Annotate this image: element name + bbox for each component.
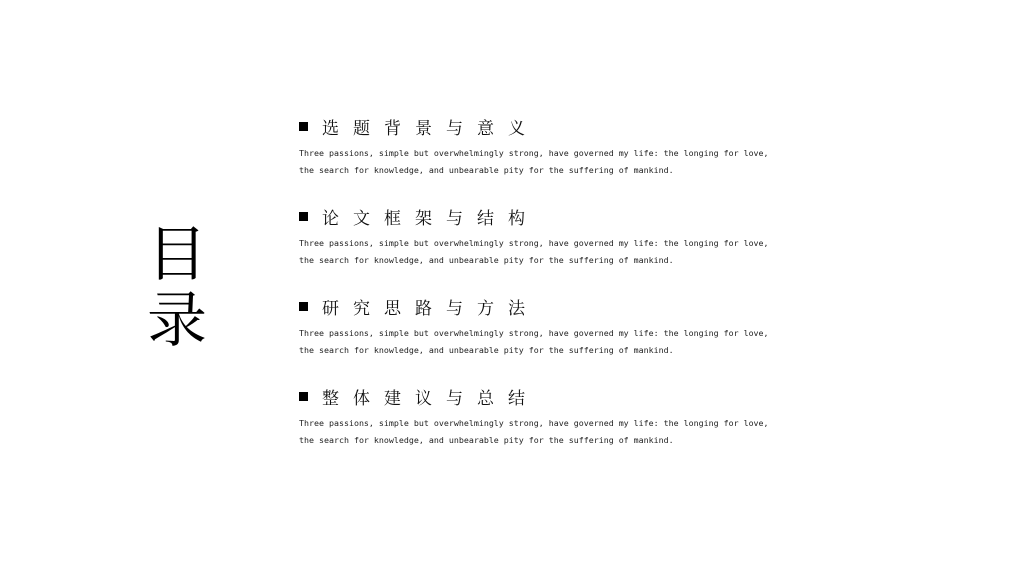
toc-item — [299, 114, 789, 204]
toc-item-title: 选题背景与意义 — [322, 118, 539, 139]
toc-item — [299, 294, 789, 384]
toc-item — [299, 204, 789, 294]
square-bullet-icon — [299, 302, 308, 311]
toc-item-heading — [299, 294, 789, 318]
toc-item-description: Three passions, simple but overwhelmingly strong, have governed my life: the longing for love, the search for knowledge, and unbearable pity for the suffering of mankind. — [299, 418, 769, 445]
toc-item-description: Three passions, simple but overwhelmingly strong, have governed my life: the longing for love, the search for knowledge, and unbearable pity for the suffering of mankind. — [299, 328, 769, 355]
toc-item-heading — [299, 114, 789, 138]
square-bullet-icon — [299, 212, 308, 221]
square-bullet-icon — [299, 122, 308, 131]
toc-item-description: Three passions, simple but overwhelmingly strong, have governed my life: the longing for love, the search for knowledge, and unbearable pity for the suffering of mankind. — [299, 238, 769, 265]
toc-item-title: 整体建议与总结 — [322, 388, 539, 409]
toc-item-title: 研究思路与方法 — [322, 298, 539, 319]
toc-title — [145, 222, 209, 354]
toc-title-char: 录 — [147, 286, 207, 356]
toc-item-description: Three passions, simple but overwhelmingly strong, have governed my life: the longing for love, the search for knowledge, and unbearable pity for the suffering of mankind. — [299, 148, 769, 175]
toc-item-heading — [299, 384, 789, 408]
toc-list — [299, 114, 789, 474]
toc-item-title: 论文框架与结构 — [322, 208, 539, 229]
toc-item — [299, 384, 789, 474]
toc-item-heading — [299, 204, 789, 228]
toc-title-char: 目 — [147, 220, 207, 290]
square-bullet-icon — [299, 392, 308, 401]
